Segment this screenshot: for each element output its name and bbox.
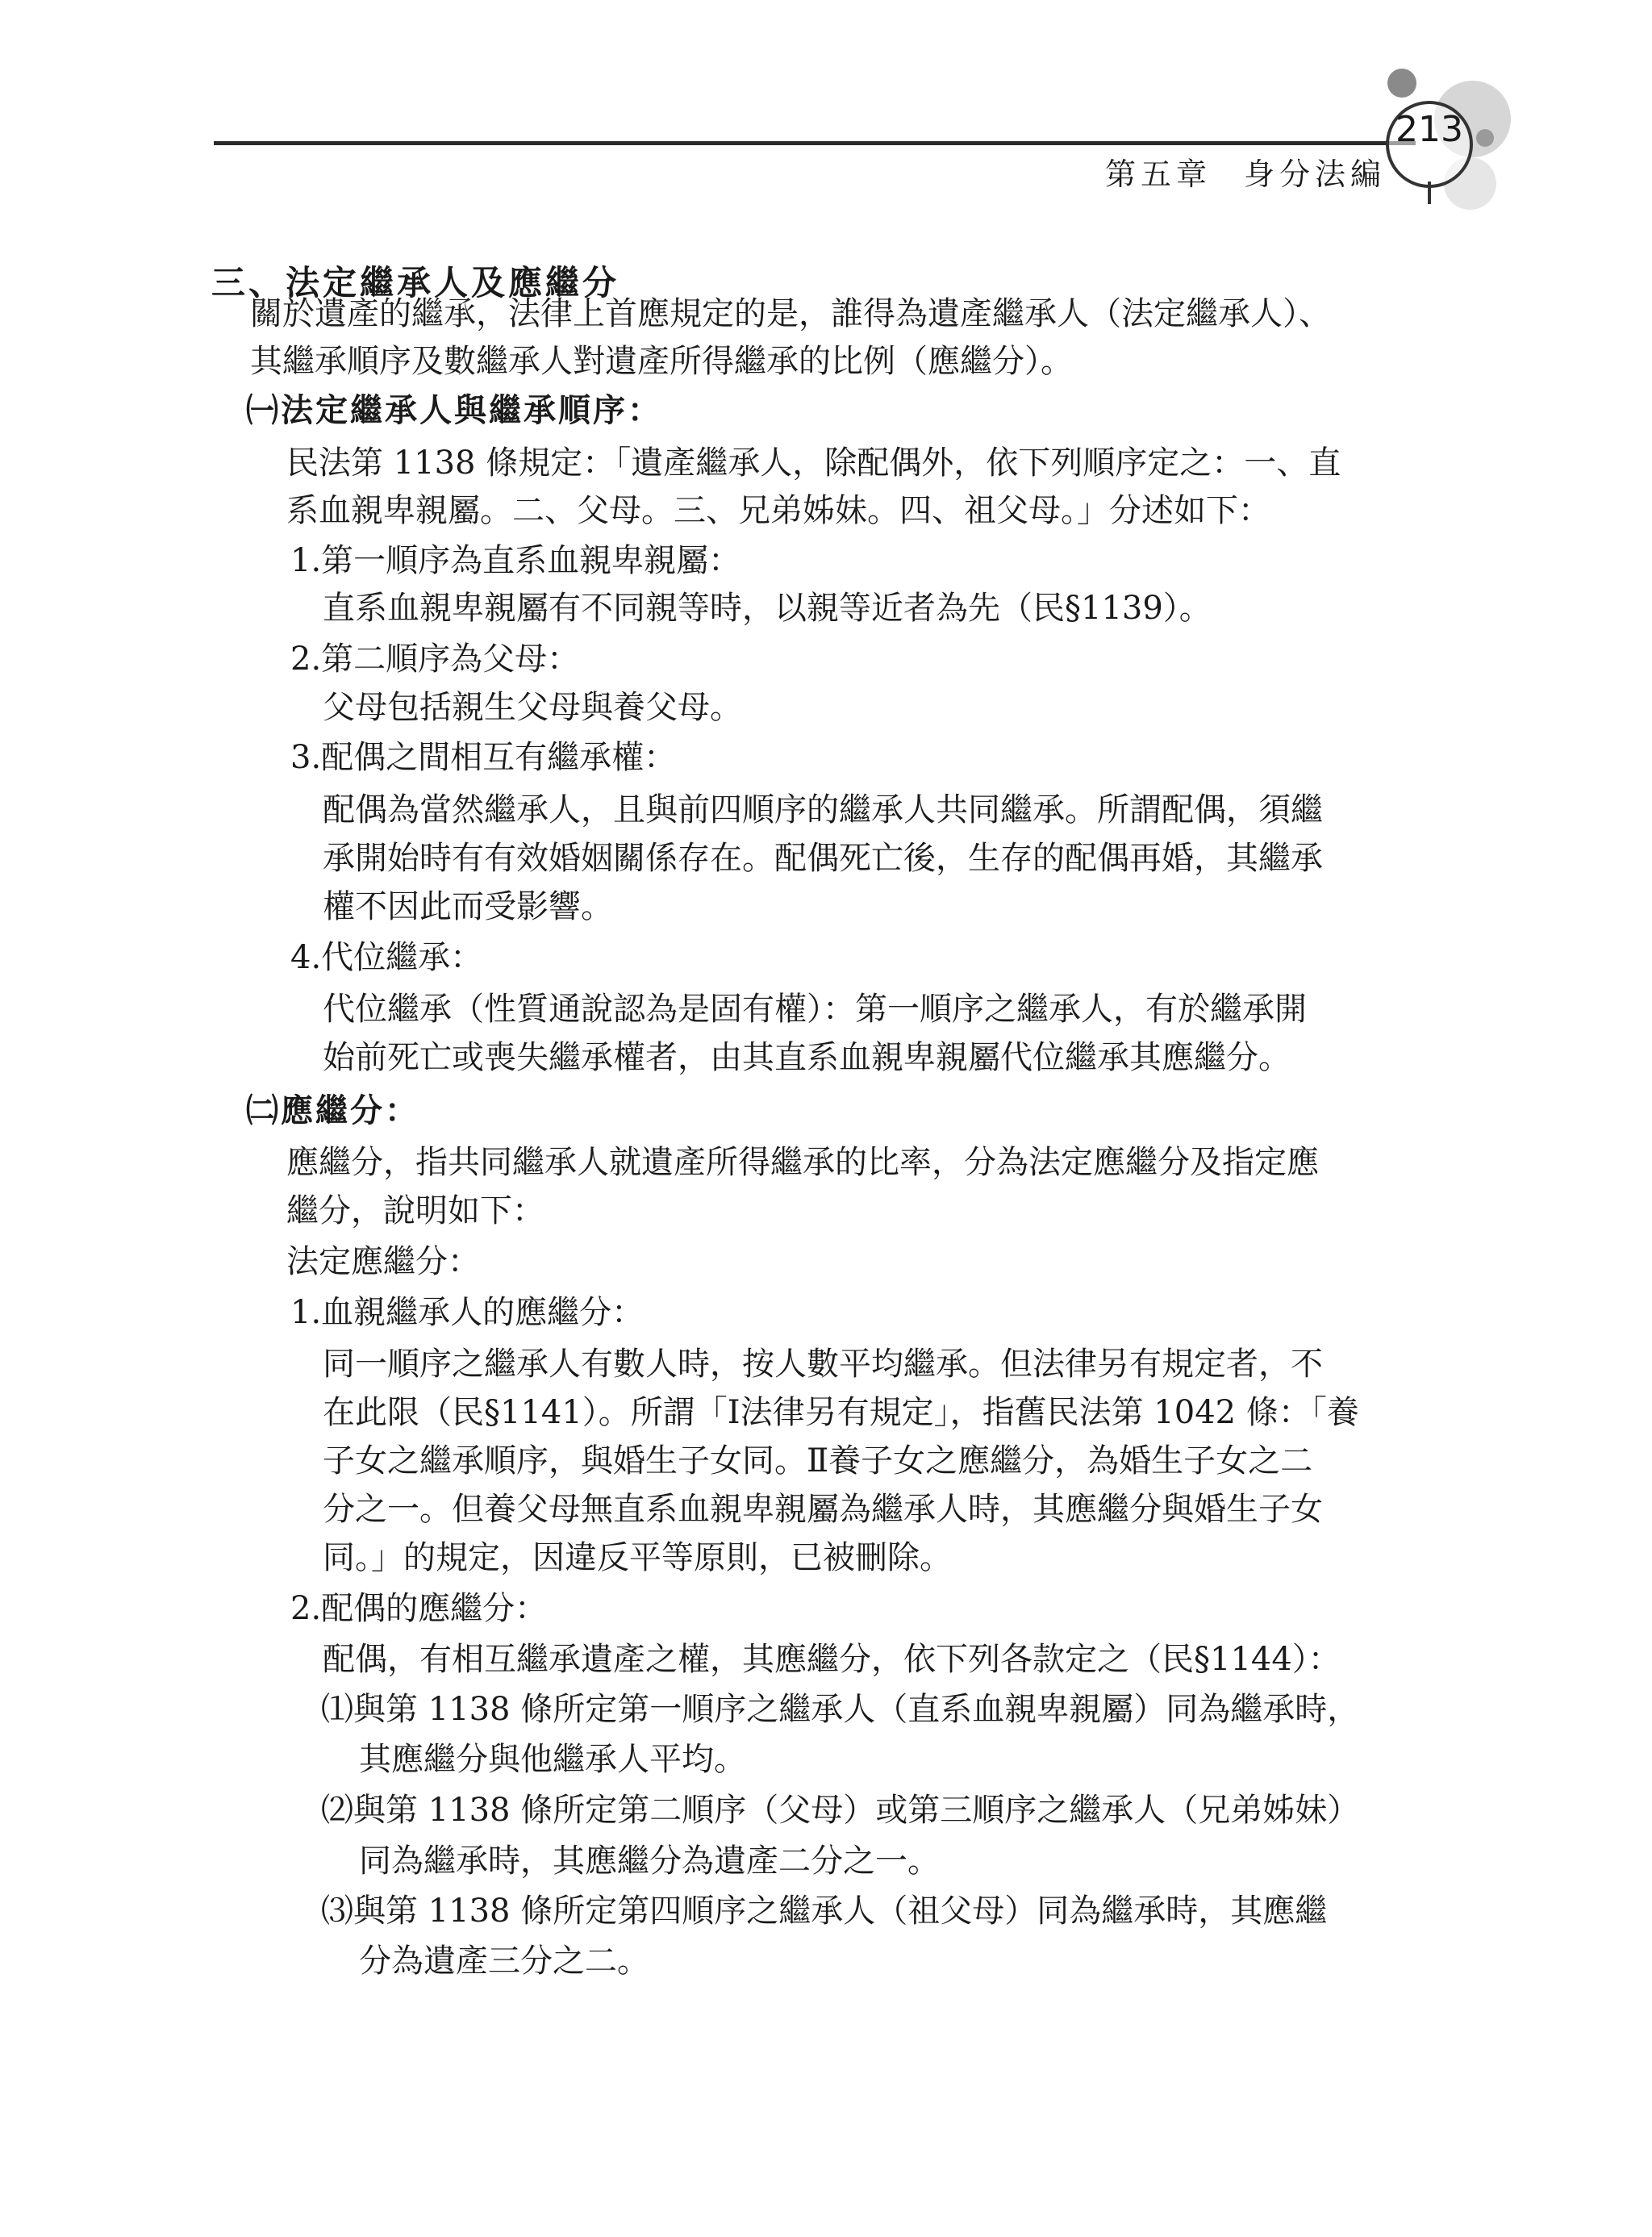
body-line: 分之一。但養父母無直系血親卑親屬為繼承人時，其應繼分與婚生子女 bbox=[323, 1491, 1323, 1528]
header-rule bbox=[214, 141, 1416, 145]
page-number: 213 bbox=[1395, 109, 1463, 150]
body-line: 同一順序之繼承人有數人時，按人數平均繼承。但法律另有規定者，不 bbox=[323, 1346, 1323, 1383]
body-line: 配偶為當然繼承人，且與前四順序的繼承人共同繼承。所謂配偶，須繼 bbox=[323, 791, 1323, 828]
body-line: 法定應繼分： bbox=[286, 1243, 480, 1280]
decorative-dot bbox=[1476, 129, 1494, 147]
section-title: 身分法編 bbox=[1243, 157, 1386, 192]
body-line: 子女之繼承順序，與婚生子女同。Ⅱ養子女之應繼分，為婚生子女之二 bbox=[323, 1442, 1313, 1480]
body-line: 父母包括親生父母與養父母。 bbox=[323, 689, 742, 726]
badge-stem bbox=[1428, 182, 1431, 204]
body-line: 1.血親繼承人的應繼分： bbox=[290, 1294, 645, 1331]
body-line: 同為繼承時，其應繼分為遺產二分之一。 bbox=[359, 1843, 940, 1880]
body-line: 權不因此而受影響。 bbox=[323, 888, 613, 925]
body-line: 2.配偶的應繼分： bbox=[290, 1590, 548, 1627]
body-line: 系血親卑親屬。二、父母。三、兄弟姊妹。四、祖父母。」分述如下： bbox=[286, 492, 1270, 529]
body-line: 關於遺產的繼承，法律上首應規定的是，誰得為遺產繼承人（法定繼承人）、 bbox=[250, 295, 1331, 332]
body-line: 同。」的規定，因違反平等原則，已被刪除。 bbox=[323, 1539, 952, 1576]
chapter-title: 第五章 bbox=[1104, 157, 1212, 192]
body-line: 民法第 1138 條規定：「遺產繼承人，除配偶外，依下列順序定之：一、直 bbox=[286, 444, 1341, 482]
body-line: 其應繼分與他繼承人平均。 bbox=[359, 1741, 746, 1778]
body-line: 4.代位繼承： bbox=[290, 939, 483, 976]
body-line: 配偶，有相互繼承遺產之權，其應繼分，依下列各款定之（民§1144）： bbox=[323, 1641, 1341, 1678]
decorative-dot bbox=[1387, 69, 1416, 98]
section-heading: 三、法定繼承人及應繼分 bbox=[211, 263, 620, 303]
body-line: 應繼分，指共同繼承人就遺產所得繼承的比率，分為法定應繼分及指定應 bbox=[286, 1144, 1319, 1181]
body-line: ⑴與第 1138 條所定第一順序之繼承人（直系血親卑親屬）同為繼承時， bbox=[321, 1691, 1360, 1728]
body-line: 直系血親卑親屬有不同親等時，以親等近者為先（民§1139）。 bbox=[323, 590, 1212, 627]
body-line: 代位繼承（性質通說認為是固有權）：第一順序之繼承人，有於繼承開 bbox=[323, 991, 1307, 1028]
body-line: 始前死亡或喪失繼承權者，由其直系血親卑親屬代位繼承其應繼分。 bbox=[323, 1039, 1291, 1076]
subsection-heading: ㈠法定繼承人與繼承順序： bbox=[246, 392, 662, 429]
running-header bbox=[1105, 149, 1386, 194]
body-line: ⑵與第 1138 條所定第二順序（父母）或第三順序之繼承人（兄弟姊妹） bbox=[321, 1792, 1360, 1829]
body-line: 在此限（民§1141）。所謂「Ⅰ法律另有規定」，指舊民法第 1042 條：「養 bbox=[323, 1394, 1359, 1431]
body-line: 其繼承順序及數繼承人對遺產所得繼承的比例（應繼分）。 bbox=[250, 343, 1073, 380]
body-line: 分為遺產三分之二。 bbox=[359, 1943, 649, 1980]
body-line: 承開始時有有效婚姻關係存在。配偶死亡後，生存的配偶再婚，其繼承 bbox=[323, 840, 1323, 877]
body-line: 3.配偶之間相互有繼承權： bbox=[290, 739, 677, 776]
body-line: 1.第一順序為直系血親卑親屬： bbox=[290, 542, 741, 579]
body-line: ⑶與第 1138 條所定第四順序之繼承人（祖父母）同為繼承時，其應繼 bbox=[321, 1893, 1328, 1930]
subsection-heading: ㈡應繼分： bbox=[246, 1092, 419, 1129]
body-line: 2.第二順序為父母： bbox=[290, 641, 580, 678]
body-line: 繼分，說明如下： bbox=[286, 1192, 544, 1229]
